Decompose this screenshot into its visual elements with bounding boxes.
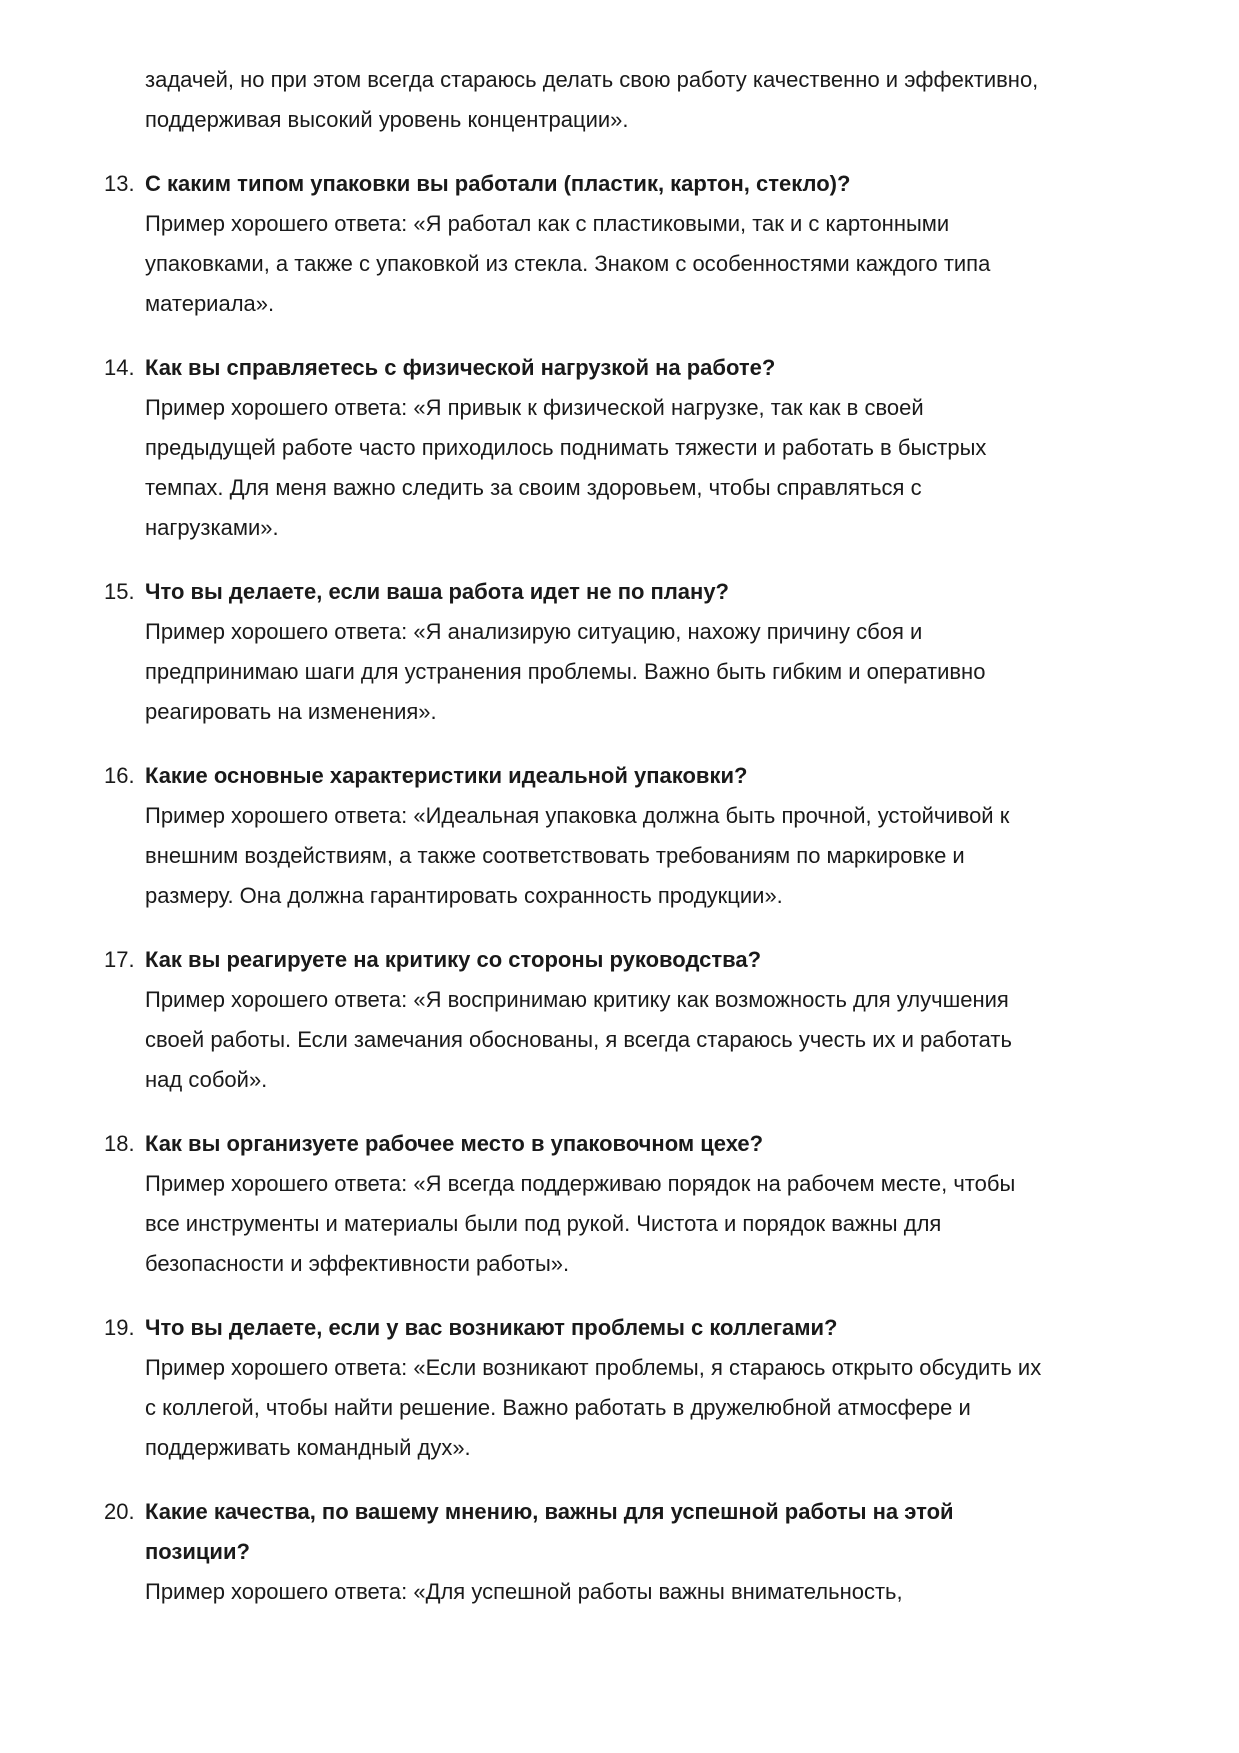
answer-text: Пример хорошего ответа: «Если возникают проблемы, я стараюсь открыто обсудить их <box>145 1355 1042 1380</box>
answer-text: все инструменты и материалы были под рукой. Чистота и порядок важны для <box>145 1211 942 1236</box>
question-text: позиции? <box>145 1539 250 1564</box>
item-number: 19. <box>104 1315 135 1340</box>
answer-text: поддерживать командный дух». <box>145 1435 471 1460</box>
intro-paragraph <box>0 60 1239 140</box>
list-item <box>0 348 1239 548</box>
answer-text: Пример хорошего ответа: «Я привык к физической нагрузке, так как в своей <box>145 395 924 420</box>
item-number: 13. <box>104 171 135 196</box>
answer-text: предпринимаю шаги для устранения проблемы. Важно быть гибким и оперативно <box>145 659 986 684</box>
question-text: Как вы справляетесь с физической нагрузкой на работе? <box>145 355 776 380</box>
document-page <box>0 60 1239 1612</box>
item-number: 18. <box>104 1131 135 1156</box>
answer-text: Пример хорошего ответа: «Для успешной работы важны внимательность, <box>145 1579 903 1604</box>
item-number: 14. <box>104 355 135 380</box>
item-number: 20. <box>104 1499 135 1524</box>
question-text: Что вы делаете, если у вас возникают проблемы с коллегами? <box>145 1315 838 1340</box>
answer-text: размеру. Она должна гарантировать сохранность продукции». <box>145 883 783 908</box>
answer-text: Пример хорошего ответа: «Я работал как с пластиковыми, так и с картонными <box>145 211 950 236</box>
question-text: Какие качества, по вашему мнению, важны для успешной работы на этой <box>145 1499 954 1524</box>
question-list <box>0 164 1239 1612</box>
answer-text: своей работы. Если замечания обоснованы, я всегда стараюсь учесть их и работать <box>145 1027 1012 1052</box>
answer-text: Пример хорошего ответа: «Я воспринимаю критику как возможность для улучшения <box>145 987 1009 1012</box>
answer-text: Пример хорошего ответа: «Идеальная упаковка должна быть прочной, устойчивой к <box>145 803 1010 828</box>
answer-text: безопасности и эффективности работы». <box>145 1251 570 1276</box>
answer-text: материала». <box>145 291 275 316</box>
text-line: поддерживая высокий уровень концентрации». <box>145 107 629 132</box>
answer-text: темпах. Для меня важно следить за своим здоровьем, чтобы справляться с <box>145 475 922 500</box>
answer-text: Пример хорошего ответа: «Я всегда поддерживаю порядок на рабочем месте, чтобы <box>145 1171 1016 1196</box>
answer-text: внешним воздействиям, а также соответствовать требованиям по маркировке и <box>145 843 965 868</box>
text-line: задачей, но при этом всегда стараюсь делать свою работу качественно и эффективно, <box>145 67 1039 92</box>
answer-text: с коллегой, чтобы найти решение. Важно работать в дружелюбной атмосфере и <box>145 1395 971 1420</box>
list-item <box>0 1124 1239 1284</box>
item-number: 15. <box>104 579 135 604</box>
question-text: С каким типом упаковки вы работали (пластик, картон, стекло)? <box>145 171 851 196</box>
question-text: Как вы организуете рабочее место в упаковочном цехе? <box>145 1131 764 1156</box>
list-item <box>0 164 1239 324</box>
answer-text: предыдущей работе часто приходилось поднимать тяжести и работать в быстрых <box>145 435 987 460</box>
question-text: Какие основные характеристики идеальной упаковки? <box>145 763 748 788</box>
list-item <box>0 1492 1239 1612</box>
answer-text: упаковками, а также с упаковкой из стекла. Знаком с особенностями каждого типа <box>145 251 991 276</box>
answer-text: реагировать на изменения». <box>145 699 437 724</box>
answer-text: нагрузками». <box>145 515 279 540</box>
question-text: Как вы реагируете на критику со стороны руководства? <box>145 947 762 972</box>
list-item <box>0 940 1239 1100</box>
answer-text: Пример хорошего ответа: «Я анализирую ситуацию, нахожу причину сбоя и <box>145 619 923 644</box>
list-item <box>0 756 1239 916</box>
list-item <box>0 1308 1239 1468</box>
question-text: Что вы делаете, если ваша работа идет не по плану? <box>145 579 729 604</box>
item-number: 16. <box>104 763 135 788</box>
item-number: 17. <box>104 947 135 972</box>
answer-text: над собой». <box>145 1067 268 1092</box>
list-item <box>0 572 1239 732</box>
